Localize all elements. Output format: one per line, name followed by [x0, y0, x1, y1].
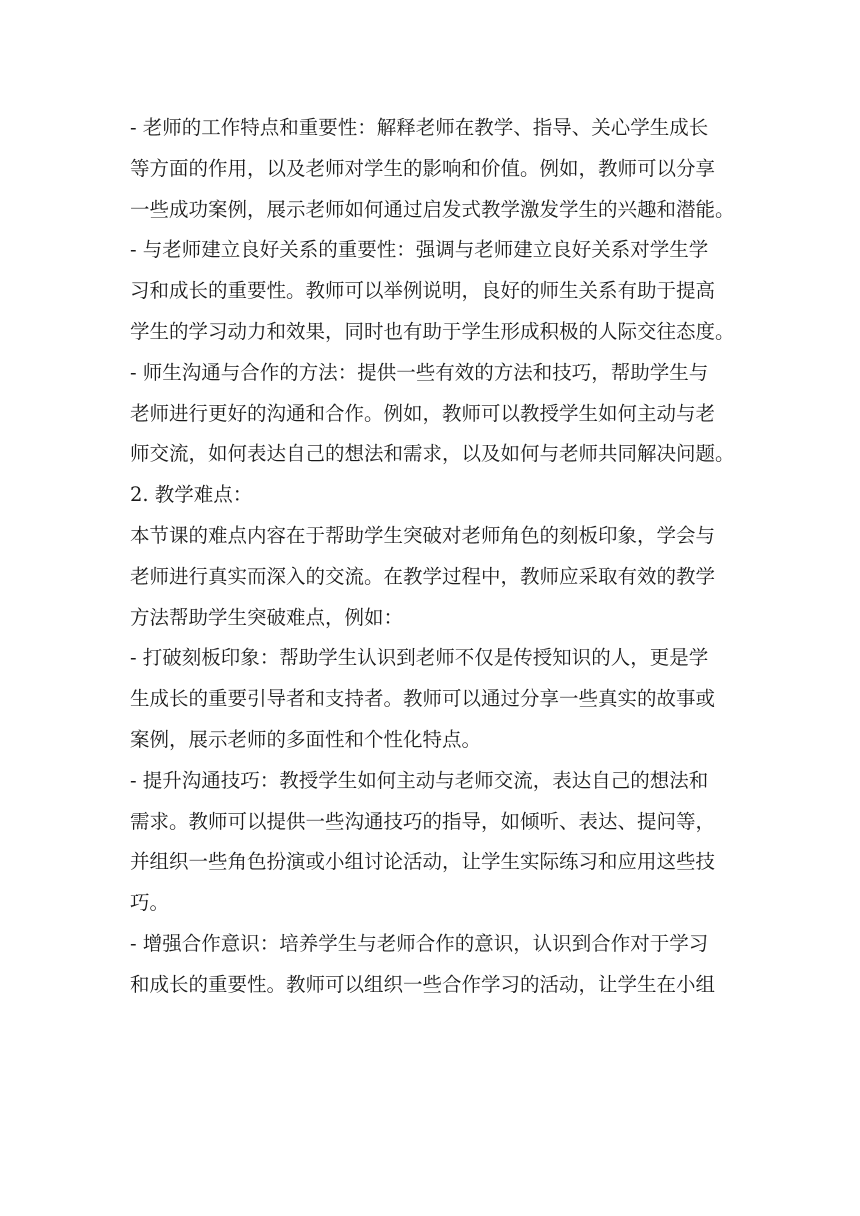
text-line: 一些成功案例，展示老师如何通过启发式教学激发学生的兴趣和潜能。	[130, 197, 735, 221]
text-line: 习和成长的重要性。教师可以举例说明，良好的师生关系有助于提高	[130, 279, 716, 303]
text-line: 方法帮助学生突破难点，例如：	[130, 605, 404, 629]
text-line: 并组织一些角色扮演或小组讨论活动，让学生实际练习和应用这些技	[130, 850, 716, 874]
text-line: 本节课的难点内容在于帮助学生突破对老师角色的刻板印象，学会与	[130, 523, 716, 547]
text-line: 和成长的重要性。教师可以组织一些合作学习的活动，让学生在小组	[130, 972, 716, 996]
text-line: 生成长的重要引导者和支持者。教师可以通过分享一些真实的故事或	[130, 687, 716, 711]
text-line: - 打破刻板印象：帮助学生认识到老师不仅是传授知识的人，更是学	[130, 646, 709, 670]
text-line: 等方面的作用，以及老师对学生的影响和价值。例如，教师可以分享	[130, 156, 716, 180]
text-line: 学生的学习动力和效果，同时也有助于学生形成积极的人际交往态度。	[130, 319, 735, 343]
text-line: 需求。教师可以提供一些沟通技巧的指导，如倾听、表达、提问等，	[130, 809, 716, 833]
text-line: - 提升沟通技巧：教授学生如何主动与老师交流，表达自己的想法和	[130, 768, 709, 792]
text-line: - 老师的工作特点和重要性：解释老师在教学、指导、关心学生成长	[130, 116, 709, 139]
text-line: 老师进行更好的沟通和合作。例如，教师可以教授学生如何主动与老	[130, 401, 716, 425]
text-line: 师交流，如何表达自己的想法和需求，以及如何与老师共同解决问题。	[130, 442, 735, 466]
text-line: - 增强合作意识：培养学生与老师合作的意识，认识到合作对于学习	[130, 931, 709, 955]
text-line: - 师生沟通与合作的方法：提供一些有效的方法和技巧，帮助学生与	[130, 360, 709, 384]
section-heading: 2. 教学难点：	[130, 483, 253, 507]
text-line: 老师进行真实而深入的交流。在教学过程中，教师应采取有效的教学	[130, 564, 716, 588]
text-line: 巧。	[130, 891, 170, 915]
document-body	[130, 108, 735, 1006]
text-line: - 与老师建立良好关系的重要性：强调与老师建立良好关系对学生学	[130, 238, 709, 262]
text-line: 案例，展示老师的多面性和个性化特点。	[130, 727, 482, 751]
